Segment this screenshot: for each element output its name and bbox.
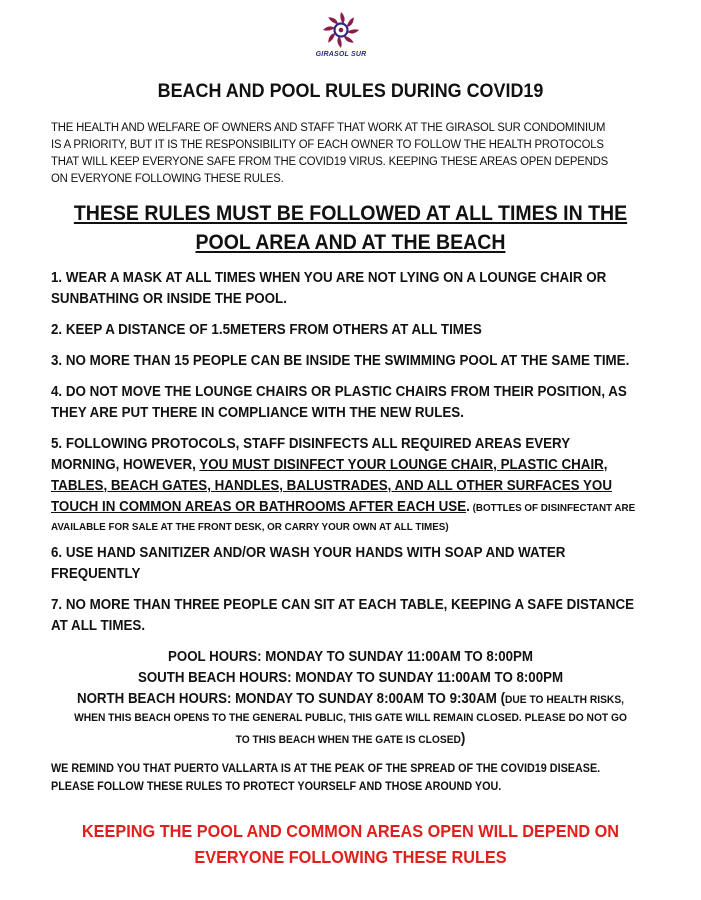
- rule-3: [51, 351, 659, 372]
- rule-line: FREQUENTLY: [51, 566, 141, 582]
- headline-line: POOL AREA AND AT THE BEACH: [195, 231, 506, 254]
- page-title: BEACH AND POOL RULES DURING COVID19: [157, 80, 544, 102]
- closing-line: KEEPING THE POOL AND COMMON AREAS OPEN WILL DEPEND ON: [81, 821, 620, 841]
- rule-text: MORNING, HOWEVER,: [51, 457, 200, 473]
- north-beach-note: DUE TO HEALTH RISKS,: [505, 694, 624, 706]
- rule-line: [51, 455, 659, 476]
- north-beach-note-text: TO THIS BEACH WHEN THE GATE IS CLOSED: [235, 734, 461, 746]
- girasol-sur-logo: [309, 10, 373, 66]
- north-beach-hours-text: NORTH BEACH HOURS: MONDAY TO SUNDAY 8:00AM TO 9:30AM (: [76, 691, 506, 707]
- pool-hours: POOL HOURS: MONDAY TO SUNDAY 11:00AM TO 8:00PM: [167, 649, 533, 665]
- rule-line: 6. USE HAND SANITIZER AND/OR WASH YOUR HANDS WITH SOAP AND WATER: [51, 545, 566, 561]
- rule-2: [51, 320, 659, 341]
- rule-line: 2. KEEP A DISTANCE OF 1.5METERS FROM OTHERS AT ALL TIMES: [51, 322, 482, 338]
- rule-line: 3. NO MORE THAN 15 PEOPLE CAN BE INSIDE THE SWIMMING POOL AT THE SAME TIME.: [51, 353, 630, 369]
- reminder-line: WE REMIND YOU THAT PUERTO VALLARTA IS AT THE PEAK OF THE SPREAD OF THE COVID19 DISEASE.: [51, 762, 601, 775]
- headline-line: THESE RULES MUST BE FOLLOWED AT ALL TIMES IN THE: [73, 202, 628, 225]
- intro-line: IS A PRIORITY, BUT IT IS THE RESPONSIBILITY OF EACH OWNER TO FOLLOW THE HEALTH PROTOCOLS: [51, 137, 604, 151]
- reminder-paragraph: [51, 760, 656, 796]
- south-beach-hours: SOUTH BEACH HOURS: MONDAY TO SUNDAY 11:00AM TO 8:00PM: [137, 670, 564, 686]
- intro-line: THAT WILL KEEP EVERYONE SAFE FROM THE COVID19 VIRUS. KEEPING THESE AREAS OPEN DEPENDS: [51, 154, 608, 168]
- closing-warning: [25, 818, 677, 870]
- intro-line: THE HEALTH AND WELFARE OF OWNERS AND STAFF THAT WORK AT THE GIRASOL SUR CONDOMINIUM: [51, 120, 606, 134]
- rule-emphasis-text: TOUCH IN COMMON AREAS OR BATHROOMS AFTER EACH USE: [51, 499, 467, 515]
- north-beach-note-line: WHEN THIS BEACH OPENS TO THE GENERAL PUBLIC, THIS GATE WILL REMAIN CLOSED. PLEASE DO NOT GO: [74, 712, 627, 724]
- rule-4: [51, 382, 659, 424]
- rule-line: 5. FOLLOWING PROTOCOLS, STAFF DISINFECTS ALL REQUIRED AREAS EVERY: [51, 436, 571, 452]
- rule-6: [51, 543, 659, 585]
- intro-line: ON EVERYONE FOLLOWING THESE RULES.: [51, 171, 284, 185]
- rule-emphasis-text: TABLES, BEACH GATES, HANDLES, BALUSTRADES, AND ALL OTHER SURFACES YOU: [51, 478, 612, 494]
- rule-footnote: (BOTTLES OF DISINFECTANT ARE: [469, 502, 636, 514]
- rule-1: [51, 268, 659, 310]
- reminder-line: PLEASE FOLLOW THESE RULES TO PROTECT YOURSELF AND THOSE AROUND YOU.: [51, 780, 502, 793]
- rule-5: [51, 434, 659, 535]
- rule-footnote: AVAILABLE FOR SALE AT THE FRONT DESK, OR CARRY YOUR OWN AT ALL TIMES): [51, 521, 449, 533]
- rule-7: [51, 595, 659, 637]
- rule-line: AT ALL TIMES.: [51, 618, 146, 634]
- rule-line: SUNBATHING OR INSIDE THE POOL.: [51, 291, 287, 307]
- rule-line: [51, 497, 659, 519]
- closing-line: EVERYONE FOLLOWING THESE RULES: [194, 847, 507, 867]
- rules-headline: [62, 199, 640, 257]
- rule-line: 4. DO NOT MOVE THE LOUNGE CHAIRS OR PLASTIC CHAIRS FROM THEIR POSITION, AS: [51, 384, 627, 400]
- rule-emphasis-text: YOU MUST DISINFECT YOUR LOUNGE CHAIR, PLASTIC CHAIR,: [199, 457, 608, 473]
- rule-line: THEY ARE PUT THERE IN COMPLIANCE WITH THE NEW RULES.: [51, 405, 464, 421]
- rule-line: 1. WEAR A MASK AT ALL TIMES WHEN YOU ARE NOT LYING ON A LOUNGE CHAIR OR: [51, 270, 607, 286]
- logo-text: GIRASOL SUR: [315, 51, 367, 58]
- rule-text: .: [466, 499, 470, 515]
- north-beach-note-line: [25, 728, 677, 751]
- rule-line: 7. NO MORE THAN THREE PEOPLE CAN SIT AT EACH TABLE, KEEPING A SAFE DISTANCE: [51, 597, 635, 613]
- intro-paragraph: [51, 119, 665, 187]
- sun-flower-logo-icon: [321, 10, 361, 50]
- north-beach-note-paren: ): [460, 731, 466, 747]
